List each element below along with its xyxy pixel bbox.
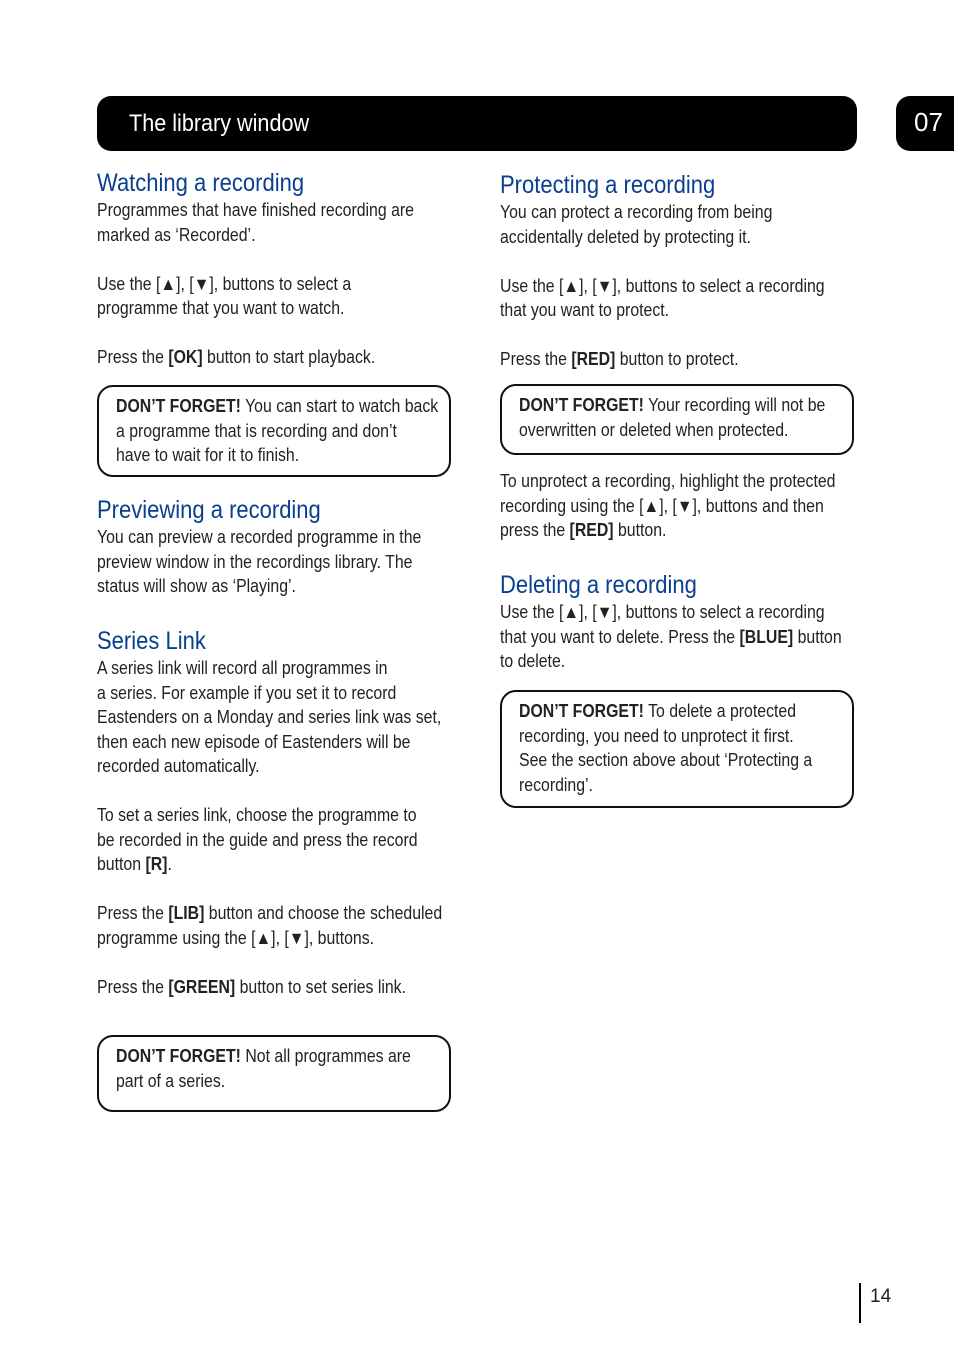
red-key: [RED] xyxy=(569,520,614,540)
unprotect-paragraph: To unprotect a recording, highlight the protected recording using the [▲], [▼], buttons and then press the [RED] button. xyxy=(500,471,836,540)
down-arrow-icon: ▼ xyxy=(288,927,305,948)
section-title: The library window xyxy=(129,110,310,137)
previewing-section xyxy=(97,495,457,599)
series-callout-text: DON’T FORGET! Not all programmes are part of a series. xyxy=(116,1046,411,1091)
callout-label: DON’T FORGET! xyxy=(519,701,644,721)
watching-callout-text: DON’T FORGET! You can start to watch back a programme that is recording and don’t have to wait for it to finish. xyxy=(116,396,439,465)
watching-paragraph-2: Use the [▲], [▼], buttons to select a programme that you want to watch. xyxy=(97,273,352,318)
page-number: 14 xyxy=(870,1286,892,1307)
up-arrow-icon: ▲ xyxy=(255,927,272,948)
watching-section xyxy=(97,168,457,370)
series-heading: Series Link xyxy=(97,627,206,655)
up-arrow-icon: ▲ xyxy=(563,275,580,296)
watching-heading: Watching a recording xyxy=(97,169,305,197)
watching-callout xyxy=(97,385,451,477)
down-arrow-icon: ▼ xyxy=(596,602,613,622)
series-paragraph-4: Press the [GREEN] button to set series link. xyxy=(97,976,407,997)
deleting-callout-text: DON’T FORGET! To delete a protected recording, you need to unprotect it first. See the section above about ‘Protecting a recording’. xyxy=(519,701,813,795)
down-arrow-icon: ▼ xyxy=(596,275,613,296)
deleting-section xyxy=(500,570,860,674)
unprotect-section xyxy=(500,469,860,543)
up-arrow-icon: ▲ xyxy=(160,273,177,294)
watching-paragraph-3: Press the [OK] button to start playback. xyxy=(97,347,376,367)
section-header-bar xyxy=(97,96,857,151)
record-key: [R] xyxy=(145,854,168,874)
red-key: [RED] xyxy=(571,349,616,369)
chapter-tab xyxy=(896,96,954,151)
protecting-callout-text: DON’T FORGET! Your recording will not be overwritten or deleted when protected. xyxy=(519,395,826,440)
protecting-heading: Protecting a recording xyxy=(500,171,716,199)
protecting-callout xyxy=(500,384,854,455)
callout-label: DON’T FORGET! xyxy=(116,1046,241,1066)
ok-key: [OK] xyxy=(168,347,203,367)
series-callout xyxy=(97,1035,451,1112)
protecting-paragraph-3: Press the [RED] button to protect. xyxy=(500,349,739,369)
protecting-section xyxy=(500,170,860,372)
watching-paragraph-1: Programmes that have finished recording are marked as ‘Recorded’. xyxy=(97,200,414,245)
previewing-paragraph: You can preview a recorded programme in the preview window in the recordings library. The status will show as ‘Playing’. xyxy=(97,527,422,596)
page-number-rule xyxy=(859,1283,861,1323)
up-arrow-icon: ▲ xyxy=(563,602,580,622)
blue-key: [BLUE] xyxy=(739,626,794,647)
chapter-number: 07 xyxy=(914,107,943,137)
previewing-heading: Previewing a recording xyxy=(97,496,321,524)
series-paragraph-3: Press the [LIB] button and choose the scheduled programme using the [▲], [▼], buttons. xyxy=(97,903,443,948)
down-arrow-icon: ▼ xyxy=(193,273,210,294)
protecting-paragraph-1: You can protect a recording from being accidentally deleted by protecting it. xyxy=(500,202,773,247)
series-paragraph-1: A series link will record all programmes in a series. For example if you set it to record Eastenders on a Monday and series link was set, then each new episode of Eastenders will be recorded automatically. xyxy=(97,658,442,776)
series-section xyxy=(97,626,457,999)
deleting-callout xyxy=(500,690,854,808)
down-arrow-icon: ▼ xyxy=(676,495,693,516)
up-arrow-icon: ▲ xyxy=(643,495,660,516)
protecting-paragraph-2: Use the [▲], [▼], buttons to select a recording that you want to protect. xyxy=(500,275,825,320)
green-key: [GREEN] xyxy=(168,976,236,997)
lib-key: [LIB] xyxy=(168,903,205,923)
deleting-paragraph: Use the [▲], [▼], buttons to select a recording that you want to delete. Press the [BLUE] button to delete. xyxy=(500,602,842,671)
callout-label: DON’T FORGET! xyxy=(519,395,644,415)
series-paragraph-2: To set a series link, choose the programme to be recorded in the guide and press the record button [R]. xyxy=(97,805,418,874)
callout-label: DON’T FORGET! xyxy=(116,396,241,416)
deleting-heading: Deleting a recording xyxy=(500,571,697,599)
